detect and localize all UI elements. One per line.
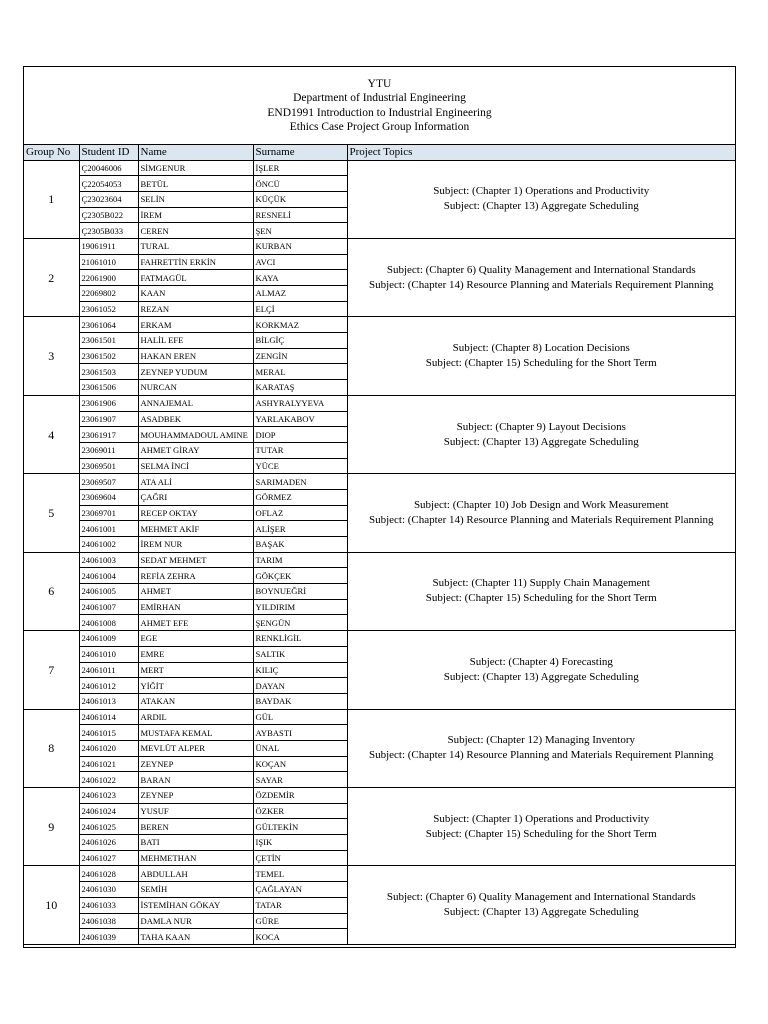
student-name: SELİN [138, 191, 253, 207]
student-name: MEHMETHAN [138, 850, 253, 866]
student-surname: DAYAN [253, 678, 347, 694]
table-row [24, 160, 735, 176]
student-name: AHMET GİRAY [138, 442, 253, 458]
project-topics [347, 317, 735, 395]
student-name: ATA ALİ [138, 474, 253, 490]
student-name: RECEP OKTAY [138, 505, 253, 521]
project-topics [347, 552, 735, 630]
student-surname: GÖRMEZ [253, 489, 347, 505]
student-name: ATAKAN [138, 693, 253, 709]
student-id: 24061038 [79, 913, 138, 929]
student-id: 23069507 [79, 474, 138, 490]
student-surname: TEMEL [253, 866, 347, 882]
student-surname: YÜCE [253, 458, 347, 474]
table-row [24, 866, 735, 882]
table-header-row [24, 145, 735, 160]
student-id: 24061007 [79, 599, 138, 615]
student-id: 24061021 [79, 756, 138, 772]
student-id: Ç22054053 [79, 176, 138, 192]
project-topic: Subject: (Chapter 6) Quality Management and International Standards [386, 891, 696, 904]
student-id: 24061011 [79, 662, 138, 678]
student-id: 23061064 [79, 317, 138, 333]
table-row [24, 238, 735, 254]
student-surname: KARATAŞ [253, 380, 347, 396]
table-row [24, 474, 735, 490]
student-name: DAMLA NUR [138, 913, 253, 929]
student-id: 24061024 [79, 803, 138, 819]
student-id: 24061022 [79, 772, 138, 788]
student-surname: YILDIRIM [253, 599, 347, 615]
student-name: YİĞİT [138, 678, 253, 694]
project-topics [347, 788, 735, 866]
student-name: FATMAGÜL [138, 270, 253, 286]
student-id: 24061028 [79, 866, 138, 882]
student-surname: BAYDAK [253, 693, 347, 709]
student-name: SEDAT MEHMET [138, 552, 253, 568]
student-surname: KORKMAZ [253, 317, 347, 333]
col-header-surname: Surname [253, 145, 347, 160]
student-id: 23061052 [79, 301, 138, 317]
student-id: 24061027 [79, 850, 138, 866]
student-name: EMRE [138, 646, 253, 662]
student-id: 24061039 [79, 929, 138, 945]
student-id: 23061907 [79, 411, 138, 427]
student-name: ZEYNEP YUDUM [138, 364, 253, 380]
student-surname: İŞLER [253, 160, 347, 176]
student-surname: ZENGİN [253, 348, 347, 364]
student-name: MEHMET AKİF [138, 521, 253, 537]
student-name: KAAN [138, 286, 253, 302]
project-topic: Subject: (Chapter 12) Managing Inventory [447, 734, 636, 747]
student-name: AHMET EFE [138, 615, 253, 631]
student-name: İREM [138, 207, 253, 223]
table-row [24, 709, 735, 725]
project-topics [347, 631, 735, 709]
group-number: 1 [24, 160, 79, 238]
group-number: 7 [24, 631, 79, 709]
student-surname: ÜNAL [253, 740, 347, 756]
student-id: 24061020 [79, 740, 138, 756]
student-surname: DIOP [253, 427, 347, 443]
student-surname: RENKLİGİL [253, 631, 347, 647]
student-id: Ç2305B033 [79, 223, 138, 239]
student-id: 24061002 [79, 537, 138, 553]
student-surname: GÜRE [253, 913, 347, 929]
student-surname: GÜLTEKİN [253, 819, 347, 835]
student-surname: YARLAKABOV [253, 411, 347, 427]
student-surname: ÖNCÜ [253, 176, 347, 192]
student-id: 24061013 [79, 693, 138, 709]
student-id: 24061014 [79, 709, 138, 725]
project-topics [347, 474, 735, 552]
student-name: İREM NUR [138, 537, 253, 553]
student-id: 24061005 [79, 584, 138, 600]
student-id: Ç20046006 [79, 160, 138, 176]
col-header-project-topics: Project Topics [347, 145, 735, 160]
student-id: Ç23023604 [79, 191, 138, 207]
student-id: 24061004 [79, 568, 138, 584]
student-id: 23061501 [79, 333, 138, 349]
student-id: 23069701 [79, 505, 138, 521]
student-name: CEREN [138, 223, 253, 239]
student-name: HAKAN EREN [138, 348, 253, 364]
table-row [24, 631, 735, 647]
project-topic: Subject: (Chapter 14) Resource Planning and Materials Requirement Planning [368, 278, 714, 291]
group-number: 5 [24, 474, 79, 552]
student-name: MUSTAFA KEMAL [138, 725, 253, 741]
project-topic: Subject: (Chapter 11) Supply Chain Management [432, 577, 650, 590]
student-id: 24061009 [79, 631, 138, 647]
student-surname: AYBASTI [253, 725, 347, 741]
student-surname: ALİŞER [253, 521, 347, 537]
project-topic: Subject: (Chapter 15) Scheduling for the Short Term [425, 827, 657, 840]
student-id: 24061025 [79, 819, 138, 835]
student-id: 23061917 [79, 427, 138, 443]
student-name: TAHA KAAN [138, 929, 253, 945]
student-surname: TATAR [253, 897, 347, 913]
student-name: REFİA ZEHRA [138, 568, 253, 584]
student-id: 24061026 [79, 835, 138, 851]
student-surname: OFLAZ [253, 505, 347, 521]
student-name: FAHRETTİN ERKİN [138, 254, 253, 270]
sheet-title: Ethics Case Project Group Information [289, 121, 470, 133]
sheet-header [24, 67, 735, 145]
student-surname: IŞIK [253, 835, 347, 851]
table-row [24, 395, 735, 411]
student-id: 19061911 [79, 238, 138, 254]
student-surname: RESNELİ [253, 207, 347, 223]
student-name: MEVLÜT ALPER [138, 740, 253, 756]
project-topic: Subject: (Chapter 10) Job Design and Work Measurement [413, 498, 669, 511]
project-topics [347, 160, 735, 238]
student-surname: ÖZDEMİR [253, 788, 347, 804]
project-topic: Subject: (Chapter 4) Forecasting [469, 655, 613, 668]
student-id: 23069501 [79, 458, 138, 474]
project-topic: Subject: (Chapter 13) Aggregate Scheduling [443, 906, 639, 919]
student-name: ARDIL [138, 709, 253, 725]
student-surname: ŞEN [253, 223, 347, 239]
col-header-student-id: Student ID [79, 145, 138, 160]
project-topic: Subject: (Chapter 1) Operations and Productivity [433, 185, 650, 198]
student-name: HALİL EFE [138, 333, 253, 349]
group-number: 2 [24, 238, 79, 316]
student-id: 21061010 [79, 254, 138, 270]
student-id: Ç2305B022 [79, 207, 138, 223]
student-id: 23061906 [79, 395, 138, 411]
student-name: ZEYNEP [138, 756, 253, 772]
student-id: 23069604 [79, 489, 138, 505]
student-surname: ASHYRALYYEVA [253, 395, 347, 411]
student-id: 24061015 [79, 725, 138, 741]
student-id: 24061001 [79, 521, 138, 537]
project-topics [347, 709, 735, 787]
group-number: 8 [24, 709, 79, 787]
student-id: 23061506 [79, 380, 138, 396]
project-topics [347, 238, 735, 316]
student-name: ABDULLAH [138, 866, 253, 882]
student-id: 24061010 [79, 646, 138, 662]
student-id: 24061023 [79, 788, 138, 804]
student-name: AHMET [138, 584, 253, 600]
table-body [24, 160, 735, 944]
student-id: 24061033 [79, 897, 138, 913]
student-id: 23069011 [79, 442, 138, 458]
student-name: EGE [138, 631, 253, 647]
project-topic: Subject: (Chapter 6) Quality Management and International Standards [386, 263, 696, 276]
project-topic: Subject: (Chapter 14) Resource Planning and Materials Requirement Planning [368, 513, 714, 526]
student-surname: BİLGİÇ [253, 333, 347, 349]
student-name: BARAN [138, 772, 253, 788]
student-surname: ÇAĞLAYAN [253, 882, 347, 898]
student-surname: MERAL [253, 364, 347, 380]
student-id: 24061012 [79, 678, 138, 694]
group-number: 4 [24, 395, 79, 473]
student-surname: SARIMADEN [253, 474, 347, 490]
student-name: ASADBEK [138, 411, 253, 427]
student-name: MERT [138, 662, 253, 678]
project-topic: Subject: (Chapter 14) Resource Planning and Materials Requirement Planning [368, 749, 714, 762]
group-number: 10 [24, 866, 79, 944]
project-topics [347, 866, 735, 944]
student-name: İSTEMİHAN GÖKAY [138, 897, 253, 913]
student-id: 24061003 [79, 552, 138, 568]
student-surname: GÖKÇEK [253, 568, 347, 584]
student-name: BEREN [138, 819, 253, 835]
student-name: YUSUF [138, 803, 253, 819]
student-surname: ÇETİN [253, 850, 347, 866]
student-name: BATI [138, 835, 253, 851]
project-topic: Subject: (Chapter 13) Aggregate Scheduling [443, 200, 639, 213]
student-id: 22061900 [79, 270, 138, 286]
student-name: ÇAĞRI [138, 489, 253, 505]
university-name: YTU [367, 77, 392, 90]
student-surname: TUTAR [253, 442, 347, 458]
table-row [24, 552, 735, 568]
student-name: NURCAN [138, 380, 253, 396]
student-name: BETÜL [138, 176, 253, 192]
student-name: ANNAJEMAL [138, 395, 253, 411]
student-name: ERKAM [138, 317, 253, 333]
student-surname: BAŞAK [253, 537, 347, 553]
table-row [24, 317, 735, 333]
student-surname: KAYA [253, 270, 347, 286]
student-name: MOUHAMMADOUL AMINE [138, 427, 253, 443]
col-header-group-no: Group No [24, 145, 79, 160]
student-surname: KOÇAN [253, 756, 347, 772]
group-number: 6 [24, 552, 79, 630]
project-topic: Subject: (Chapter 15) Scheduling for the Short Term [425, 592, 657, 605]
project-topic: Subject: (Chapter 13) Aggregate Scheduling [443, 670, 639, 683]
student-surname: ELÇİ [253, 301, 347, 317]
department-name: Department of Industrial Engineering [293, 92, 466, 104]
student-surname: KILIÇ [253, 662, 347, 678]
student-surname: KÜÇÜK [253, 191, 347, 207]
project-topic: Subject: (Chapter 9) Layout Decisions [456, 420, 626, 433]
student-name: EMİRHAN [138, 599, 253, 615]
course-title: END1991 Introduction to Industrial Engineering [267, 106, 492, 119]
student-surname: GÜL [253, 709, 347, 725]
student-surname: KURBAN [253, 238, 347, 254]
project-topics [347, 395, 735, 473]
table-row [24, 788, 735, 804]
student-name: SEMİH [138, 882, 253, 898]
project-topic: Subject: (Chapter 8) Location Decisions [452, 342, 630, 355]
group-info-sheet [23, 66, 736, 948]
student-id: 24061030 [79, 882, 138, 898]
student-surname: SAYAR [253, 772, 347, 788]
student-surname: BOYNUEĞRİ [253, 584, 347, 600]
student-id: 23061502 [79, 348, 138, 364]
student-id: 24061008 [79, 615, 138, 631]
project-topic: Subject: (Chapter 15) Scheduling for the Short Term [425, 357, 657, 370]
group-number: 9 [24, 788, 79, 866]
student-surname: AVCI [253, 254, 347, 270]
student-surname: TARIM [253, 552, 347, 568]
student-surname: ÖZKER [253, 803, 347, 819]
student-surname: KOCA [253, 929, 347, 945]
project-topic: Subject: (Chapter 13) Aggregate Scheduling [443, 435, 639, 448]
group-number: 3 [24, 317, 79, 395]
groups-table [24, 145, 735, 945]
student-id: 23061503 [79, 364, 138, 380]
student-surname: SALTIK [253, 646, 347, 662]
student-name: SİMGENUR [138, 160, 253, 176]
project-topic: Subject: (Chapter 1) Operations and Productivity [433, 812, 650, 825]
student-id: 22069802 [79, 286, 138, 302]
student-surname: ŞENGÜN [253, 615, 347, 631]
student-surname: ALMAZ [253, 286, 347, 302]
student-name: ZEYNEP [138, 788, 253, 804]
student-name: TURAL [138, 238, 253, 254]
student-name: SELMA İNCİ [138, 458, 253, 474]
student-name: REZAN [138, 301, 253, 317]
col-header-name: Name [138, 145, 253, 160]
